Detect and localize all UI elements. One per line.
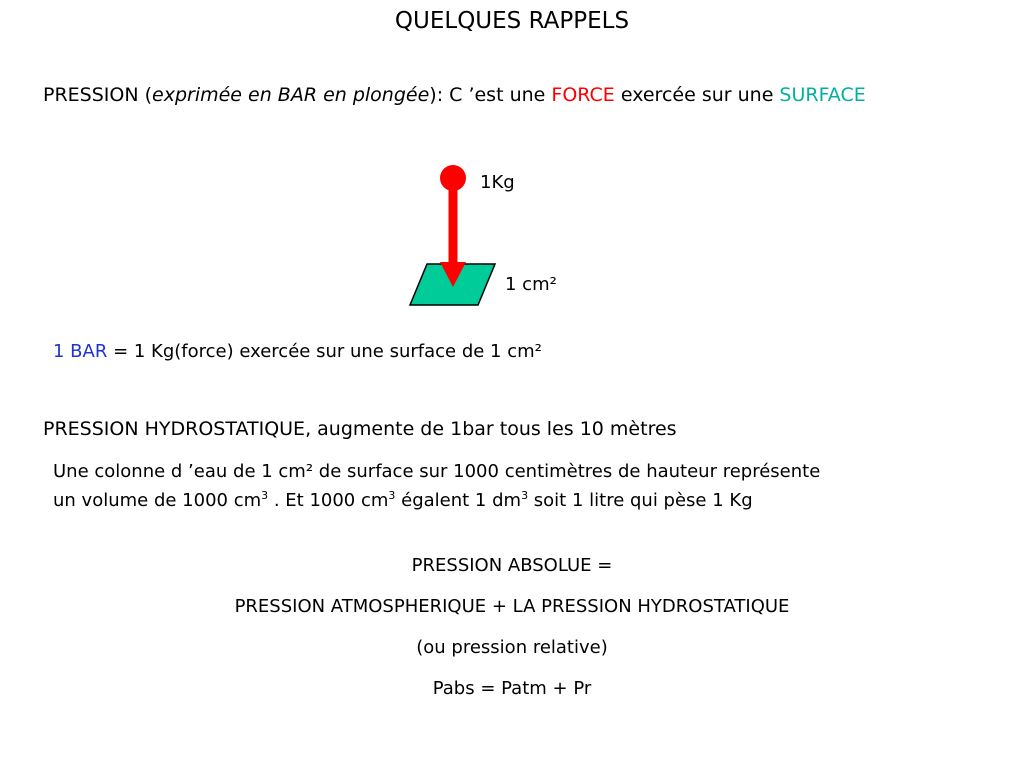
volume-text-a: un volume de 1000 cm: [53, 490, 262, 511]
hydrostatic-line-1: Une colonne d ’eau de 1 cm² de surface sur 1000 centimètres de hauteur représente: [53, 461, 821, 482]
cube-exponent-2: 3: [388, 489, 396, 502]
hydrostatic-heading: PRESSION HYDROSTATIQUE, augmente de 1bar tous les 10 mètres: [43, 418, 677, 440]
pression-mid: ): C ’est une: [429, 84, 552, 106]
force-word: FORCE: [551, 84, 615, 106]
surface-word: SURFACE: [779, 84, 866, 106]
absolute-pressure-line: PRESSION ABSOLUE =: [411, 555, 613, 576]
pressure-formula: Pabs = Patm + Pr: [432, 678, 592, 699]
bar-unit: 1 BAR: [53, 341, 108, 362]
hydrostatic-line-2: [53, 490, 753, 511]
weight-label: 1Kg: [480, 172, 515, 193]
pression-unit-note: exprimée en BAR en plongée: [152, 84, 430, 106]
absolute-pressure-sum: PRESSION ATMOSPHERIQUE + LA PRESSION HYDROSTATIQUE: [234, 596, 790, 617]
pression-lead: PRESSION (: [43, 84, 153, 106]
relative-pressure-note: (ou pression relative): [416, 637, 608, 658]
cube-exponent-3: 3: [521, 489, 529, 502]
bar-definition-text: = 1 Kg(force) exercée sur une surface de 1 cm²: [107, 341, 542, 362]
volume-text-d: soit 1 litre qui pèse 1 Kg: [528, 490, 753, 511]
volume-text-b: . Et 1000 cm: [268, 490, 389, 511]
cube-exponent-1: 3: [261, 489, 269, 502]
pression-mid2: exercée sur une: [614, 84, 780, 106]
page-title: QUELQUES RAPPELS: [394, 8, 630, 34]
bar-definition: [53, 341, 542, 362]
volume-text-c: égalent 1 dm: [395, 490, 522, 511]
weight-mass: [440, 165, 466, 191]
area-label: 1 cm²: [505, 274, 557, 295]
pression-definition: [43, 84, 866, 106]
